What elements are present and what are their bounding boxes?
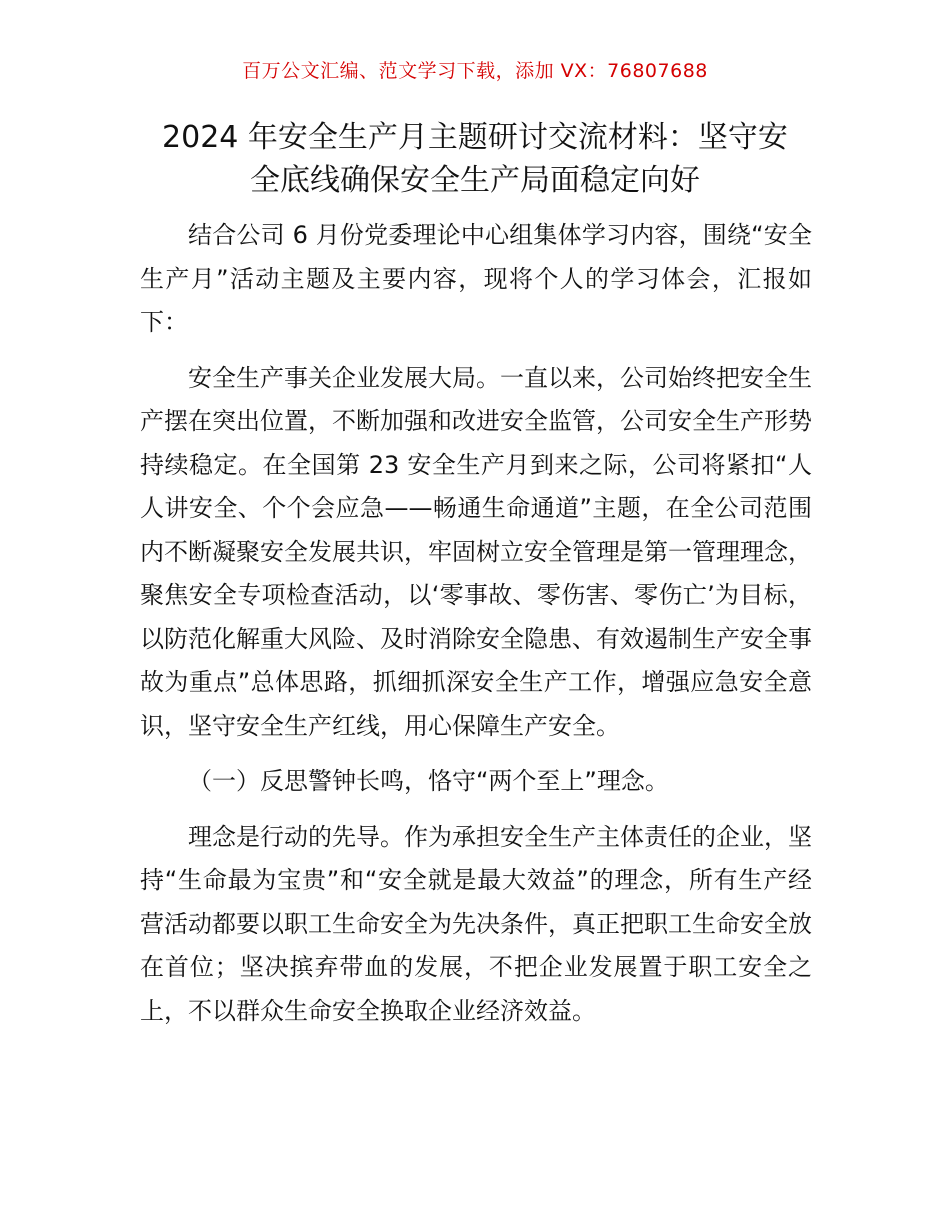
title-line-1: 2024 年安全生产月主题研讨交流材料：坚守安 (162, 120, 788, 155)
paragraph-intro: 结合公司 6 月份党委理论中心组集体学习内容，围绕“安全生产月”活动主题及主要内容，现将个人的学习体会，汇报如下： (140, 221, 812, 336)
title-line-2: 全底线确保安全生产局面稳定向好 (250, 163, 700, 198)
section-heading-1: （一）反思警钟长鸣，恪守“两个至上”理念。 (188, 767, 669, 795)
document-body (140, 214, 812, 1045)
document-title (120, 116, 830, 202)
paragraph-section-1: 理念是行动的先导。作为承担安全生产主体责任的企业，坚持“生命最为宝贵”和“安全就是最大效益”的理念，所有生产经营活动都要以职工生命安全为先决条件，真正把职工生命安全放在首位；坚决摈弃带血的发展，不把企业发展置于职工安全之上，不以群众生命安全换取企业经济效益。 (140, 822, 812, 1025)
paragraph-overview: 安全生产事关企业发展大局。一直以来，公司始终把安全生产摆在突出位置，不断加强和改进安全监管，公司安全生产形势持续稳定。在全国第 23 安全生产月到来之际，公司将紧扣“人人讲安全、个个会应急——畅通生命通道”主题，在全公司范围内不断凝聚安全发展共识，牢固树立安全管理是第一管理理念，聚焦安全专项检查活动，以‘零事故、零伤害、零伤亡’为目标，以防范化解重大风险、及时消除安全隐患、有效遏制生产安全事故为重点”总体思路，抓细抓深安全生产工作，增强应急安全意识，坚守安全生产红线，用心保障生产安全。 (140, 363, 812, 740)
header-banner: 百万公文汇编、范文学习下载，添加 VX：76807688 (242, 60, 708, 82)
